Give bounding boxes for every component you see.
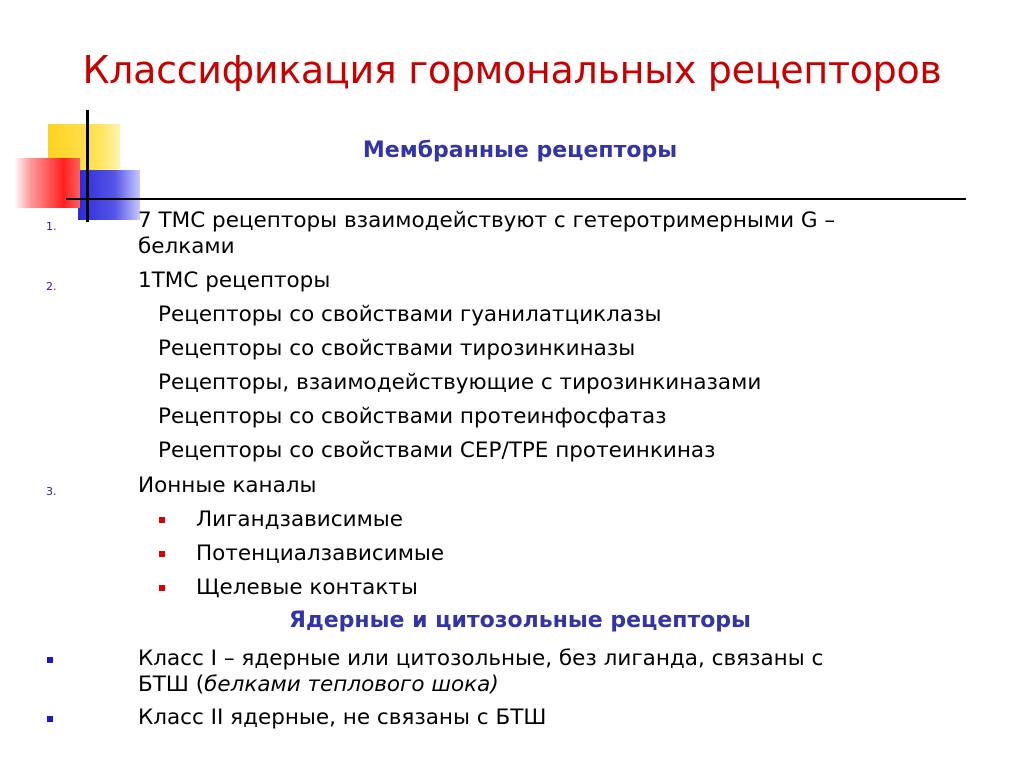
section-heading-membrane: Мембранные рецепторы <box>362 138 678 163</box>
divider-line <box>66 198 966 200</box>
slide-title: Классификация гормональных рецепторов <box>82 48 942 92</box>
class-1-line2 <box>138 672 499 698</box>
list-item-2-label: 1ТМС рецепторы <box>138 268 331 293</box>
class-1-line1: Класс I – ядерные или цитозольные, без лиганда, связаны с <box>138 646 824 671</box>
list-item-1-line2: белками <box>138 234 235 259</box>
list-subitem: Рецепторы, взаимодействующие с тирозинкиназами <box>158 370 762 395</box>
bullet-square-blue <box>47 716 53 722</box>
list-item-1-line1: 7 ТМС рецепторы взаимодействуют с гетеротримерными G – <box>138 208 836 233</box>
bullet-item: Лигандзависимые <box>196 507 404 532</box>
list-number-3: 3. <box>46 485 57 498</box>
bullet-item: Потенциалзависимые <box>196 541 445 566</box>
section-heading-nuclear: Ядерные и цитозольные рецепторы <box>289 608 751 633</box>
bullet-square-red <box>159 585 165 591</box>
list-subitem: Рецепторы со свойствами гуанилатциклазы <box>158 302 662 327</box>
decorative-vertical-line <box>86 110 89 222</box>
bullet-square-red <box>159 517 165 523</box>
class-1-italic-text: белками теплового шока) <box>204 672 499 697</box>
bullet-square-blue <box>47 657 53 663</box>
list-number-1: 1. <box>46 220 57 233</box>
decorative-red-block <box>14 158 80 208</box>
list-subitem: Рецепторы со свойствами СЕР/ТРЕ протеинкиназ <box>158 438 716 463</box>
bullet-square-red <box>159 551 165 557</box>
bullet-item: Щелевые контакты <box>196 575 418 600</box>
list-subitem: Рецепторы со свойствами тирозинкиназы <box>158 336 636 361</box>
list-number-2: 2. <box>46 280 57 293</box>
class-1-prefix: БТШ ( <box>138 672 205 697</box>
class-2-line: Класс II ядерные, не связаны с БТШ <box>138 705 547 730</box>
list-subitem: Рецепторы со свойствами протеинфосфатаз <box>158 404 667 429</box>
list-item-3-label: Ионные каналы <box>138 473 317 498</box>
